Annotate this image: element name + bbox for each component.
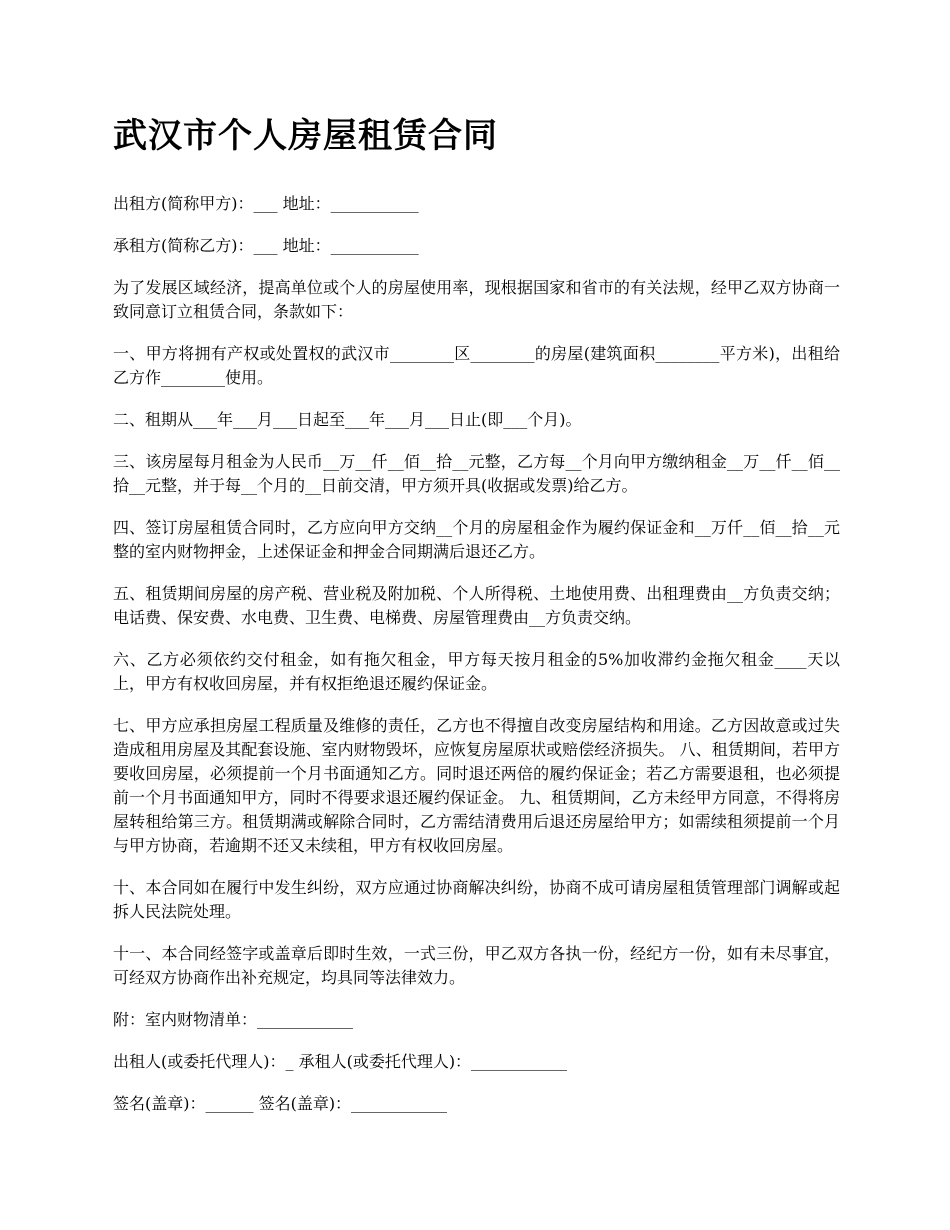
lessee-info: 承租方(简称乙方)：___ 地址：___________ [113,236,419,255]
preamble: 为了发展区域经济，提高单位或个人的房屋使用率，现根据国家和省市的有关法规，经甲乙双方协商一致同意订立租赁合同，条款如下： [113,278,840,321]
clause-11: 十一、本合同经签字或盖章后即时生效，一式三份，甲乙双方各执一份，经纪方一份，如有未尽事宜，可经双方协商作出补充规定，均具同等法律效力。 [113,944,840,987]
signatures: 签名(盖章)：______ 签名(盖章)：____________ [113,1094,448,1113]
clause-2: 二、租期从___年___月___日起至___年___月___日止(即___个月)。 [113,410,582,429]
attachment-inventory: 附：室内财物清单：____________ [113,1010,354,1029]
clause-4: 四、签订房屋租赁合同时，乙方应向甲方交纳__个月的房屋租金作为履约保证金和__万仟__佰__拾__元整的室内财物押金，上述保证金和押金合同期满后退还乙方。 [113,518,840,561]
document-title: 武汉市个人房屋租赁合同 [113,116,498,156]
clause-10: 十、本合同如在履行中发生纠纷，双方应通过协商解决纠纷，协商不成可请房屋租赁管理部门调解或起拆人民法院处理。 [113,878,840,921]
clause-3: 三、该房屋每月租金为人民币__万__仟__佰__拾__元整，乙方每__个月向甲方缴纳租金__万__仟__佰__拾__元整，并于每__个月的__日前交清，甲方须开具(收据或发票)给乙方。 [113,452,840,495]
contract-document [113,112,840,1134]
lessor-info: 出租方(简称甲方)：___ 地址：___________ [113,194,419,213]
clause-5: 五、租赁期间房屋的房产税、营业税及附加税、个人所得税、土地使用费、出租理费由__方负责交纳；电话费、保安费、水电费、卫生费、电梯费、房屋管理费由__方负责交纳。 [113,584,840,627]
clause-1: 一、甲方将拥有产权或处置权的武汉市________区________的房屋(建筑面积________平方米)，出租给乙方作________使用。 [113,344,840,387]
clause-6: 六、乙方必须依约交付租金，如有拖欠租金，甲方每天按月租金的5%加收滞约金拖欠租金____天以上，甲方有权收回房屋，并有权拒绝退还履约保证金。 [113,650,840,693]
parties-agents: 出租人(或委托代理人)：_ 承租人(或委托代理人)：____________ [113,1052,568,1071]
clause-7-8-9: 七、甲方应承担房屋工程质量及维修的责任，乙方也不得擅自改变房屋结构和用途。乙方因故意或过失造成租用房屋及其配套设施、室内财物毁坏，应恢复房屋原状或赔偿经济损失。 八、租赁期间，若甲方要收回房屋，必须提前一个月书面通知乙方。同时退还两倍的履约保证金；若乙方需要退租，也必须提前一个月书面通知甲方，同时不得要求退还履约保证金。 九、租赁期间，乙方未经甲方同意，不得将房屋转租给第三方。租赁期满或解除合同时，乙方需结清费用后退还房屋给甲方；如需续租须提前一个月与甲方协商，若逾期不还又未续租，甲方有权收回房屋。 [113,716,840,855]
